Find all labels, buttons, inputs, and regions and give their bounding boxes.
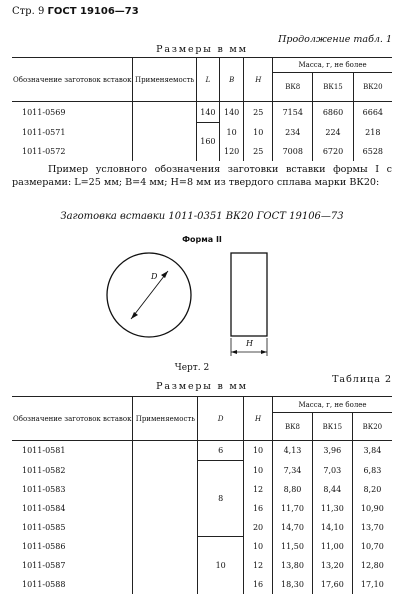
arrow-head	[261, 350, 267, 354]
table2-number: Таблица 2	[332, 374, 392, 385]
figure-caption: Черт. 2	[174, 363, 210, 373]
arrow-head	[131, 312, 138, 319]
table-row: 1011-0582 8 10 7,34 7,03 6,83	[12, 461, 392, 480]
table-row: 1011-0583 12 8,80 8,44 8,20	[12, 480, 392, 499]
header-vk8: ВК8	[273, 413, 313, 441]
header-designation: Обозначение заготовок вставок	[12, 397, 133, 441]
header-L: L	[196, 58, 219, 102]
header-vk8: ВК8	[273, 73, 313, 102]
header-D: D	[198, 397, 244, 441]
page-number: Стр. 9	[12, 6, 45, 17]
header-H: H	[244, 58, 273, 102]
header-designation: Обозначение заготовок вставок	[12, 58, 133, 102]
table-row: 1011-0587 12 13,80 13,20 12,80	[12, 556, 392, 575]
table-row: 1011-0585 20 14,70 14,10 13,70	[12, 518, 392, 537]
figure-title: Форма II	[182, 235, 222, 244]
header-vk15: ВК15	[313, 73, 353, 102]
table-row: 1011-0581 6 10 4,13 3,96 3,84	[12, 441, 392, 461]
table-row: 1011-0569 140 140 25 7154 6860 6664	[12, 102, 392, 123]
rectangle-view	[231, 253, 267, 336]
header-mass: Масса, г, не более	[273, 397, 392, 413]
table1-sizes-title: Размеры в мм	[156, 44, 248, 55]
header-vk20: ВК20	[353, 73, 392, 102]
table-row: 1011-0572 120 25 7008 6720 6528	[12, 142, 392, 161]
table-row: 1011-0586 10 10 11,50 11,00 10,70	[12, 537, 392, 556]
example-paragraph: Пример условного обозначения заготовки вставки формы I с размерами: L=25 мм; B=4 мм; H=8 мм из твердого сплава марки ВК20:	[12, 164, 392, 188]
header-application: Применяемость	[133, 58, 196, 102]
header-B: B	[219, 58, 243, 102]
table-row: 1011-0588 16 18,30 17,60 17,10	[12, 575, 392, 594]
label-D: D	[151, 272, 158, 281]
label-H: H	[246, 339, 253, 348]
diameter-line	[131, 271, 168, 319]
header-vk20: ВК20	[352, 413, 392, 441]
example-formula: Заготовка вставки 1011-0351 ВК20 ГОСТ 19106—73	[60, 211, 344, 222]
table1-continuation: Продолжение табл. 1	[278, 34, 392, 45]
header-mass: Масса, г, не более	[273, 58, 392, 73]
arrow-head	[231, 350, 237, 354]
table-row: 1011-0571 160 10 10 234 224 218	[12, 123, 392, 142]
header-application: Применяемость	[133, 397, 198, 441]
header-H: H	[244, 397, 273, 441]
table-row: 1011-0584 16 11,70 11,30 10,90	[12, 499, 392, 518]
standard-code: ГОСТ 19106—73	[47, 6, 139, 17]
table2-sizes-title: Размеры в мм	[156, 381, 248, 392]
header-vk15: ВК15	[312, 413, 352, 441]
arrow-head	[161, 271, 168, 278]
table-2	[12, 396, 392, 594]
